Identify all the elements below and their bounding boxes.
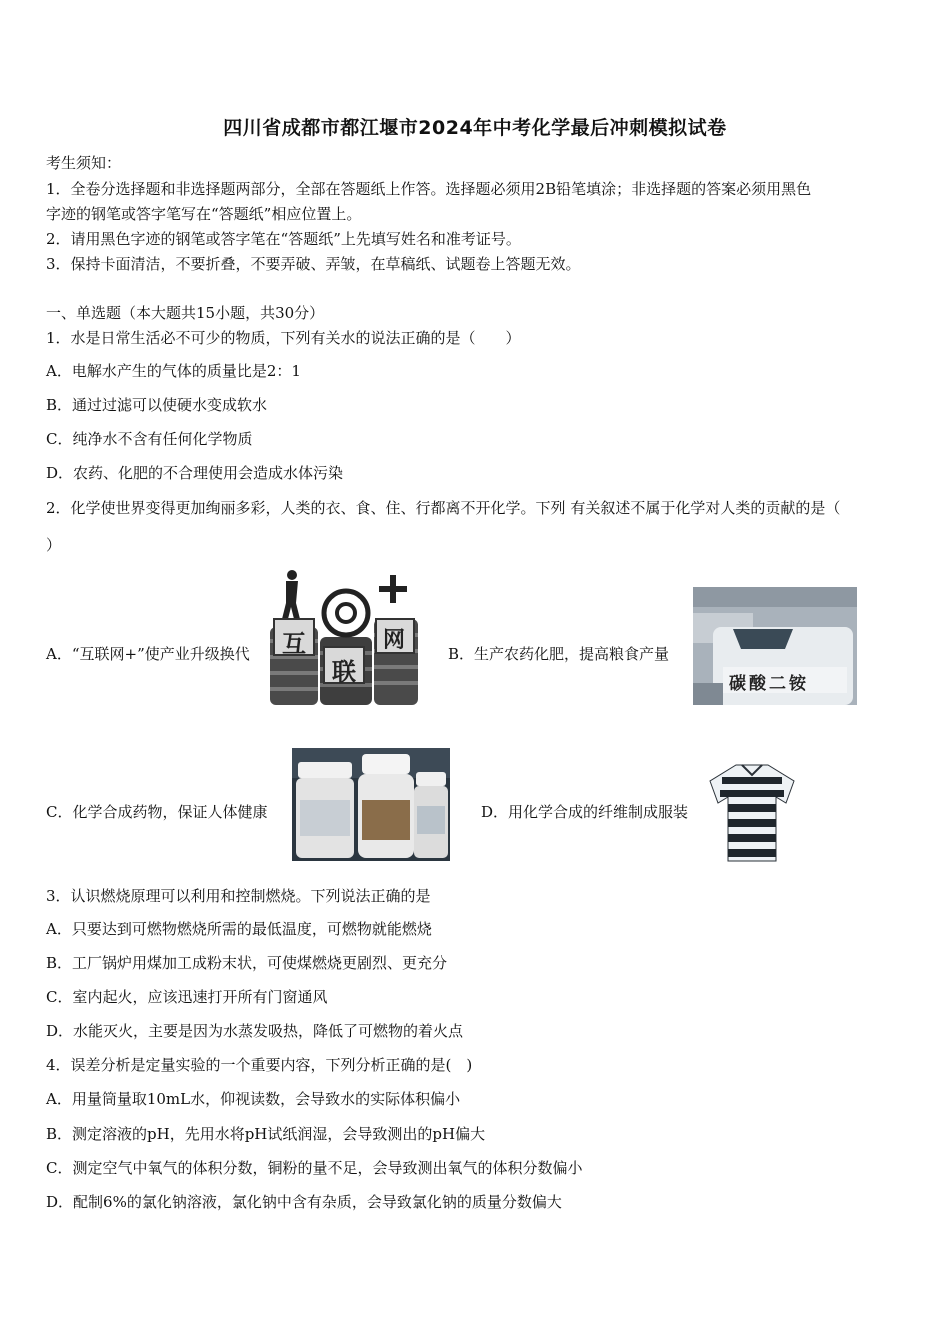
fertilizer-bag-image [693, 587, 857, 705]
question-1-option-c: C．纯净水不含有任何化学物质 [46, 430, 253, 448]
question-2-option-b: B．生产农药化肥，提高粮食产量 [448, 645, 670, 663]
question-4-stem: 4．误差分析是定量实验的一个重要内容，下列分析正确的是( ) [46, 1056, 473, 1074]
question-4-option-b: B．测定溶液的pH，先用水将pH试纸润湿，会导致测出的pH偏大 [46, 1125, 486, 1143]
question-1-option-d: D．农药、化肥的不合理使用会造成水体污染 [46, 464, 344, 482]
page-title: 四川省成都市都江堰市2024年中考化学最后冲刺模拟试卷 [223, 117, 727, 139]
question-3-option-c: C．室内起火，应该迅速打开所有门窗通风 [46, 988, 328, 1006]
question-3-option-b: B．工厂锅炉用煤加工成粉末状，可使煤燃烧更剧烈、更充分 [46, 954, 448, 972]
notice-heading: 考生须知： [46, 154, 122, 172]
section-heading: 一、单选题（本大题共15小题，共30分） [46, 304, 325, 322]
question-2-option-c: C．化学合成药物，保证人体健康 [46, 803, 268, 821]
internet-plus-image [268, 567, 420, 707]
question-1-stem: 1．水是日常生活必不可少的物质，下列有关水的说法正确的是（ ） [46, 329, 521, 347]
notice-item: 2．请用黑色字迹的钢笔或答字笔在“答题纸”上先填写姓名和准考证号。 [46, 230, 521, 248]
medicine-bottles-image [292, 748, 450, 861]
question-4-option-d: D．配制6%的氯化钠溶液，氯化钠中含有杂质，会导致氯化钠的质量分数偏大 [46, 1193, 562, 1211]
question-2-option-a: A．“互联网+”使产业升级换代 [46, 645, 250, 663]
fertilizer-label: 碳酸二铵 [729, 674, 809, 694]
internet-image-char: 互 [282, 629, 306, 658]
internet-image-char: 联 [332, 657, 356, 686]
question-2-option-d: D．用化学合成的纤维制成服装 [481, 803, 689, 821]
question-1-option-a: A．电解水产生的气体的质量比是2：1 [46, 362, 301, 380]
question-3-stem: 3．认识燃烧原理可以利用和控制燃烧。下列说法正确的是 [46, 887, 431, 905]
question-2-stem-end: ） [46, 536, 62, 554]
question-1-option-b: B．通过过滤可以使硬水变成软水 [46, 396, 268, 414]
question-4-option-a: A．用量筒量取10mL水，仰视读数，会导致水的实际体积偏小 [46, 1090, 461, 1108]
question-3-option-a: A．只要达到可燃物燃烧所需的最低温度，可燃物就能燃烧 [46, 920, 432, 938]
question-4-option-c: C．测定空气中氧气的体积分数，铜粉的量不足，会导致测出氧气的体积分数偏小 [46, 1159, 583, 1177]
notice-item: 3．保持卡面清洁，不要折叠，不要弄破、弄皱，在草稿纸、试题卷上答题无效。 [46, 255, 581, 273]
striped-shirt-image [708, 763, 796, 863]
question-2-stem: 2．化学使世界变得更加绚丽多彩，人类的衣、食、住、行都离不开化学。下列 有关叙述不属于化学对人类的贡献的是（ [46, 499, 841, 517]
question-3-option-d: D．水能灭火，主要是因为水蒸发吸热，降低了可燃物的着火点 [46, 1022, 464, 1040]
notice-item: 字迹的钢笔或答字笔写在“答题纸”相应位置上。 [46, 205, 362, 223]
internet-image-char: 网 [383, 627, 406, 653]
notice-item: 1．全卷分选择题和非选择题两部分，全部在答题纸上作答。选择题必须用2B铅笔填涂；非选择题的答案必须用黑色 [46, 180, 812, 198]
